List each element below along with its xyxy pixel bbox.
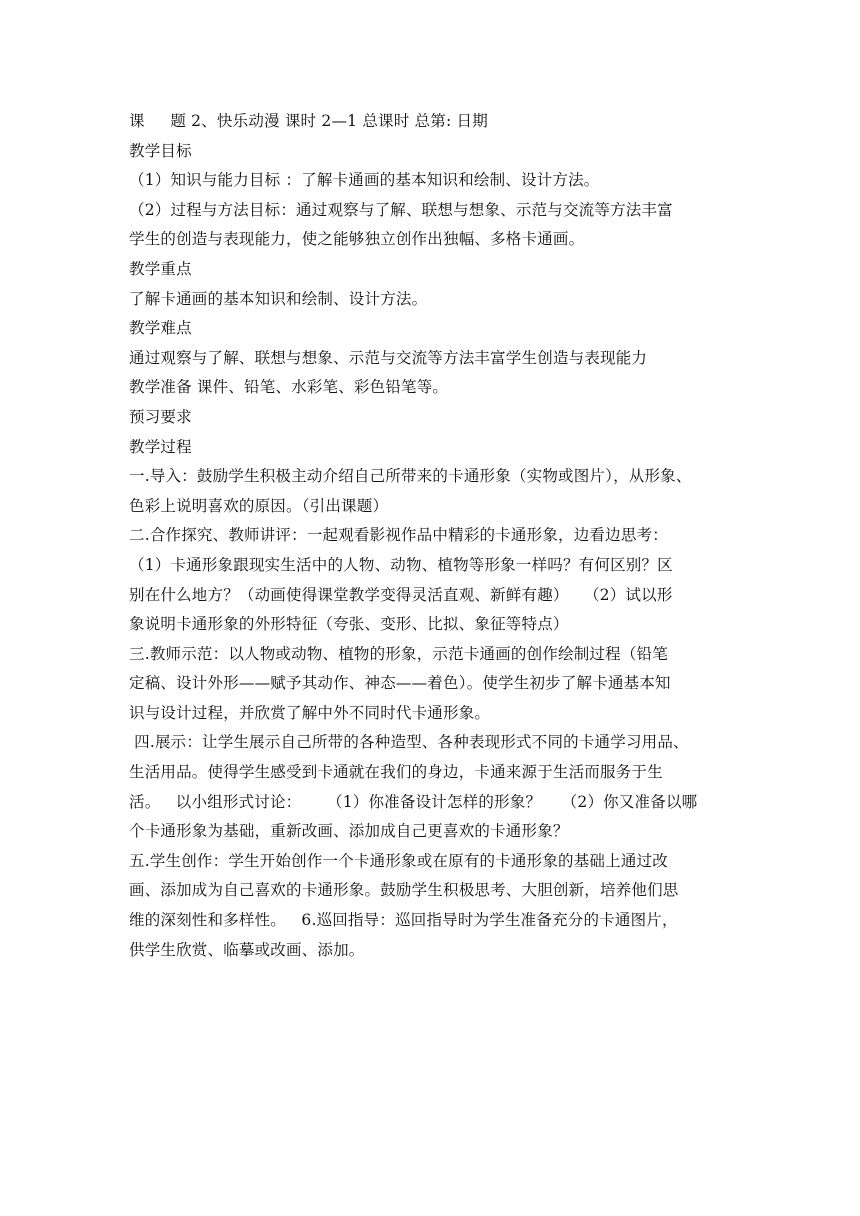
lesson-plan-text	[129, 107, 735, 965]
step-5-create-line-2: 画、添加成为自己喜欢的卡通形象。鼓励学生积极思考、大胆创新，培养他们思	[129, 881, 679, 900]
step-5-create-line-3: 维的深刻性和多样性。 6.巡回指导：巡回指导时为学生准备充分的卡通图片，	[129, 911, 678, 930]
step-5-create-line-4: 供学生欣赏、临摹或改画、添加。	[129, 940, 365, 959]
step-5-create-line-1: 五.学生创作：学生开始创作一个卡通形象或在原有的卡通形象的基础上通过改	[129, 851, 668, 870]
step-4-show-line-4: 个卡通形象为基础，重新改画、添加成自己更喜欢的卡通形象？	[129, 822, 569, 841]
step-2-explore-line-1: 二.合作探究、教师讲评：一起观看影视作品中精彩的卡通形象，边看边思考：	[129, 526, 668, 545]
step-2-explore-line-4: 象说明卡通形象的外形特征（夸张、变形、比拟、象征等特点）	[129, 615, 569, 634]
goal-process-method-line-2: 学生的创造与表现能力，使之能够独立创作出独幅、多格卡通画。	[129, 230, 585, 249]
heading-preview-requirements: 预习要求	[129, 407, 192, 426]
heading-teaching-goals: 教学目标	[129, 141, 192, 160]
step-1-intro-line-1: 一.导入：鼓励学生积极主动介绍自己所带来的卡通形象（实物或图片），从形象、	[129, 467, 692, 486]
heading-teaching-difficulty: 教学难点	[129, 319, 192, 338]
teaching-preparation: 教学准备 课件、铅笔、水彩笔、彩色铅笔等。	[129, 378, 449, 397]
step-4-show-line-1: 四.展示：让学生展示自己所带的各种造型、各种表现形式不同的卡通学习用品、	[129, 733, 689, 752]
heading-teaching-focus: 教学重点	[129, 259, 192, 278]
step-4-show-line-3: 活。 以小组形式讨论： （1）你准备设计怎样的形象？ （2）你又准备以哪	[129, 792, 698, 811]
heading-teaching-process: 教学过程	[129, 437, 192, 456]
step-1-intro-line-2: 色彩上说明喜欢的原因。（引出课题）	[129, 496, 389, 515]
step-3-demo-line-2: 定稿、设计外形——赋予其动作、神态——着色）。使学生初步了解卡通基本知	[129, 674, 671, 693]
goal-knowledge-ability: （1）知识与能力目标 ：了解卡通画的基本知识和绘制、设计方法。	[129, 171, 600, 190]
teaching-difficulty-text: 通过观察与了解、联想与想象、示范与交流等方法丰富学生创造与表现能力	[129, 348, 648, 367]
step-4-show-line-2: 生活用品。使得学生感受到卡通就在我们的身边，卡通来源于生活而服务于生	[129, 763, 663, 782]
step-3-demo-line-1: 三.教师示范：以人物或动物、植物的形象，示范卡通画的创作绘制过程（铅笔	[129, 644, 668, 663]
step-2-explore-line-3: 别在什么地方？（动画使得课堂教学变得灵活直观、新鲜有趣） （2）试以形	[129, 585, 673, 604]
step-2-explore-line-2: （1）卡通形象跟现实生活中的人物、动物、植物等形象一样吗？有何区别？区	[129, 555, 673, 574]
lesson-header-line: 课 题 2、快乐动漫 课时 2—1 总课时 总第: 日期	[129, 112, 488, 130]
teaching-focus-text: 了解卡通画的基本知识和绘制、设计方法。	[129, 289, 428, 308]
goal-process-method-line-1: （2）过程与方法目标：通过观察与了解、联想与想象、示范与交流等方法丰富	[129, 200, 673, 219]
step-3-demo-line-3: 识与设计过程，并欣赏了解中外不同时代卡通形象。	[129, 703, 491, 722]
